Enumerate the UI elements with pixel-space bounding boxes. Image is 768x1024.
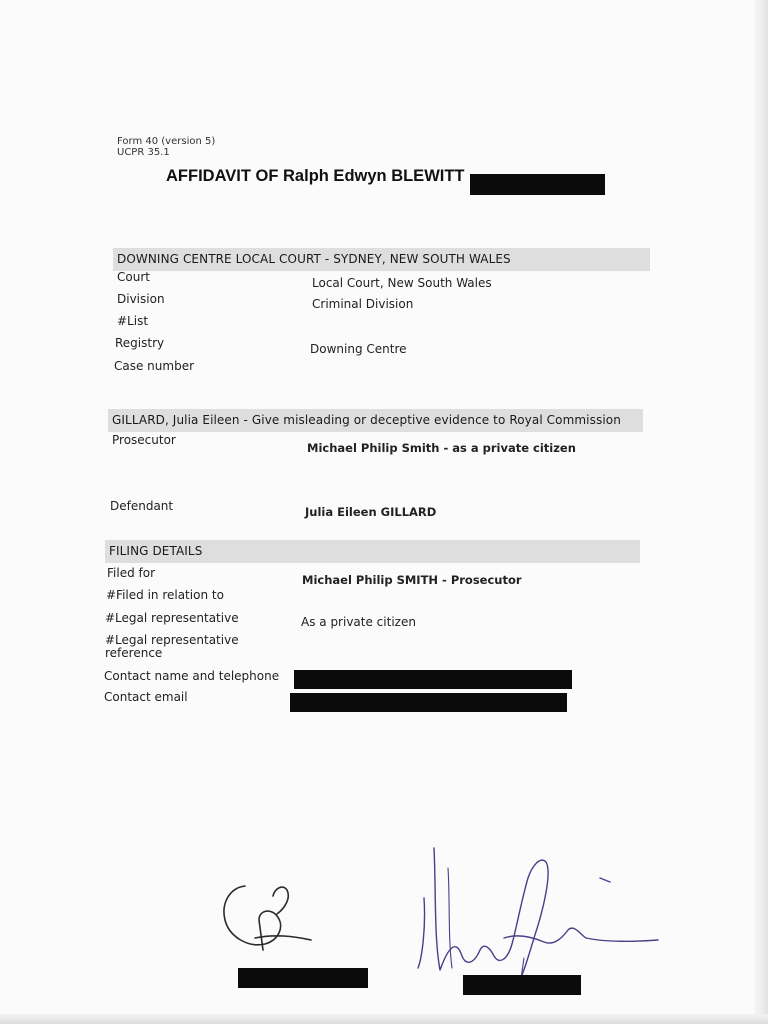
witness-signature <box>404 838 664 998</box>
form-number: Form 40 (version 5) <box>117 136 216 147</box>
prosecutor-label: Prosecutor <box>112 433 176 447</box>
title-redaction <box>470 174 605 195</box>
rule-reference: UCPR 35.1 <box>117 147 170 158</box>
scan-edge-right <box>754 0 768 1024</box>
case-section-title: GILLARD, Julia Eileen - Give misleading or deceptive evidence to Royal Commission <box>112 413 621 427</box>
contact-email-redaction <box>290 693 567 712</box>
division-value: Criminal Division <box>312 297 414 311</box>
court-section-heading <box>113 248 650 271</box>
legal-representative-value: As a private citizen <box>301 615 416 629</box>
deponent-signature <box>215 878 325 958</box>
title-row <box>166 166 465 186</box>
filed-for-label: Filed for <box>107 566 156 580</box>
filed-for-value: Michael Philip SMITH - Prosecutor <box>302 573 522 587</box>
prosecutor-value: Michael Philip Smith - as a private citizen <box>307 441 576 455</box>
contact-name-telephone-label: Contact name and telephone <box>104 669 280 683</box>
witness-name-redaction <box>463 975 581 995</box>
case-section-heading <box>108 409 643 432</box>
case-number-label: Case number <box>114 359 195 373</box>
contact-email-label: Contact email <box>104 690 188 704</box>
legal-representative-label: #Legal representative <box>105 611 239 625</box>
form-identifier <box>117 136 215 158</box>
list-label: #List <box>117 314 149 328</box>
filing-section-title: FILING DETAILS <box>109 544 203 558</box>
registry-value: Downing Centre <box>310 342 407 356</box>
division-label: Division <box>117 292 165 306</box>
scan-edge-bottom <box>0 1014 768 1024</box>
defendant-label: Defendant <box>110 499 174 513</box>
court-section-title: DOWNING CENTRE LOCAL COURT - SYDNEY, NEW SOUTH WALES <box>117 252 511 266</box>
document-title: AFFIDAVIT OF Ralph Edwyn BLEWITT <box>166 167 465 185</box>
court-value: Local Court, New South Wales <box>312 276 492 290</box>
contact-name-redaction <box>294 670 572 689</box>
defendant-value: Julia Eileen GILLARD <box>305 505 437 519</box>
court-label: Court <box>117 270 150 284</box>
deponent-name-redaction <box>238 968 368 988</box>
filed-in-relation-label: #Filed in relation to <box>106 588 224 602</box>
registry-label: Registry <box>115 336 165 350</box>
legal-representative-reference-label: #Legal representative reference <box>105 633 239 660</box>
filing-section-heading <box>105 540 640 563</box>
